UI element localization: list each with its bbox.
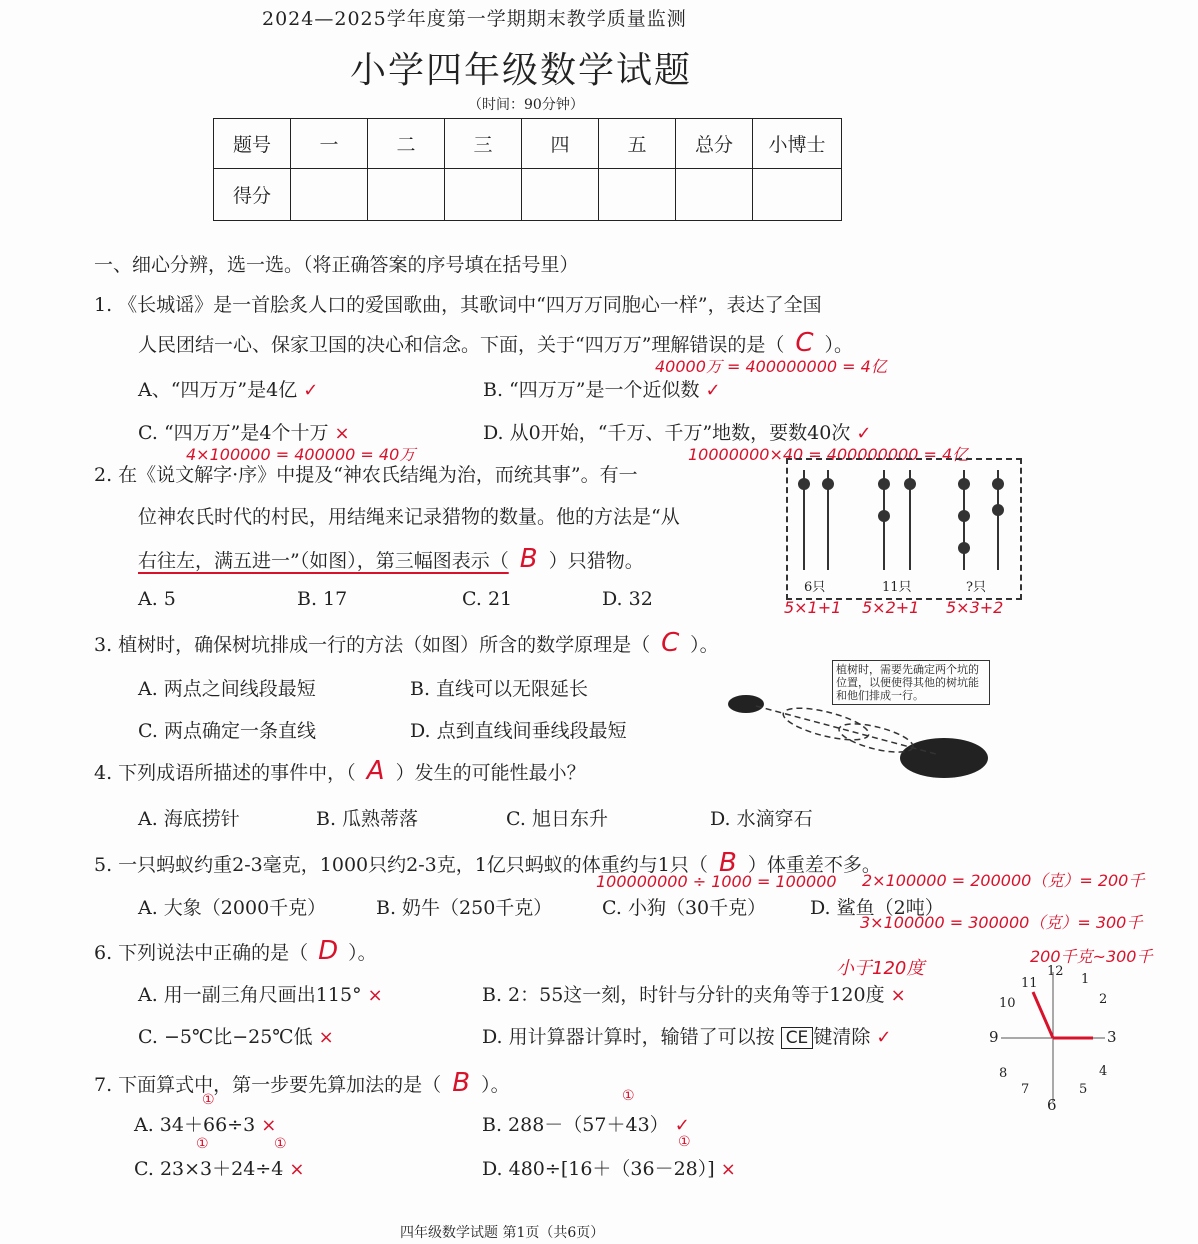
score-header-cell: 总分 [676, 119, 753, 169]
clock-hands [985, 962, 1123, 1112]
q4-text: 4. 下列成语所描述的事件中，（ A ）发生的可能性最小？ [94, 756, 586, 786]
q2-option-a: A. 5 [138, 588, 176, 610]
q2-text-line3: 右往左，满五进一”（如图），第三幅图表示（ B ）只猎物。 [138, 544, 644, 574]
q3-option-d: D. 点到直线间垂线段最短 [410, 720, 627, 742]
q2-text-line2: 位神农氏时代的村民，用结绳来记录猎物的数量。他的方法是“从 [138, 506, 680, 528]
score-header-cell: 五 [599, 119, 676, 169]
check-mark: ✓ [705, 380, 721, 401]
q3-option-b: B. 直线可以无限延长 [410, 678, 589, 700]
clock-sketch [985, 962, 1123, 1112]
clock-num-4: 4 [1099, 1064, 1108, 1079]
q1-option-b: B. “四万万”是一个近似数 ✓ [483, 379, 721, 401]
q5-option-a: A. 大象（2000千克） [138, 897, 327, 919]
score-cell [522, 169, 599, 221]
score-table [213, 118, 842, 221]
q5-hand-3: 3×100000 = 300000（克）= 300千 [860, 913, 1143, 932]
clock-num-11: 11 [1021, 976, 1038, 991]
q3-option-a: A. 两点之间线段最短 [138, 678, 316, 700]
cross-mark: × [720, 1159, 736, 1180]
q1-hand-c: 4×100000 = 400000 = 40万 [186, 445, 416, 464]
q2-answer: B [519, 544, 538, 574]
q1-hand-note: 40000万 = 400000000 = 4亿 [655, 357, 887, 376]
q6-option-a: A. 用一副三角尺画出115° × [138, 984, 383, 1006]
q2-text-line1: 2. 在《说文解字·序》中提及“神农氏结绳为治，而统其事”。有一 [94, 464, 638, 486]
q5-text: 5. 一只蚂蚁约重2-3毫克，1000只约2-3克，1亿只蚂蚁的体重约与1只（ B ）体重差不多。 [94, 848, 881, 878]
cross-mark: × [890, 985, 906, 1006]
q7-text: 7. 下面算式中，第一步要先算加法的是（ B ）。 [94, 1068, 510, 1098]
step-mark: ① [202, 1092, 215, 1108]
q2-option-b: B. 17 [297, 588, 348, 610]
q5-hand-1: 100000000 ÷ 1000 = 100000 [596, 872, 837, 891]
q4-option-d: D. 水滴穿石 [710, 808, 813, 830]
clock-num-9: 9 [989, 1028, 999, 1046]
score-cell [445, 169, 522, 221]
clock-num-1: 1 [1081, 972, 1090, 987]
step-mark: ① [274, 1136, 287, 1152]
q2-option-c: C. 21 [462, 588, 513, 610]
check-mark: ✓ [674, 1115, 690, 1136]
q3-answer: C [661, 628, 680, 658]
clock-num-2: 2 [1099, 992, 1108, 1007]
score-cell [753, 169, 842, 221]
check-mark: ✓ [303, 380, 319, 401]
cross-mark: × [289, 1159, 305, 1180]
score-header-cell: 四 [522, 119, 599, 169]
fig-label-2: 11只 [882, 580, 912, 595]
page-title: 小学四年级数学试题 [350, 50, 693, 91]
step-mark: ① [678, 1134, 691, 1150]
q7-answer: B [452, 1068, 471, 1098]
section-heading: 一、细心分辨，选一选。（将正确答案的序号填在括号里） [94, 254, 579, 276]
fig-label-3: ?只 [966, 580, 986, 595]
q1-text-line2: 人民团结一心、保家卫国的决心和信念。下面，关于“四万万”理解错误的是（ C ）。 [138, 328, 853, 358]
q5-hand-2: 2×100000 = 200000（克）= 200千 [862, 871, 1145, 890]
q6-answer: D [318, 936, 339, 966]
score-cell [291, 169, 368, 221]
ce-key: CE [781, 1027, 814, 1049]
score-header-cell: 小博士 [753, 119, 842, 169]
q6-option-c: C. −5℃比−25℃低 × [138, 1026, 334, 1048]
tree-planting-note: 植树时，需要先确定两个坑的位置，以便使得其他的树坑能和他们排成一行。 [832, 660, 990, 705]
q2-option-d: D. 32 [602, 588, 653, 610]
q4-option-a: A. 海底捞针 [138, 808, 240, 830]
q6-hand-note-1: 小于120度 [836, 958, 925, 979]
exam-period: 2024—2025学年度第一学期期末教学质量监测 [262, 8, 687, 30]
step-mark: ① [196, 1136, 209, 1152]
q6-option-d: D. 用计算器计算时，输错了可以按 CE 键清除 ✓ [482, 1026, 892, 1048]
score-cell [599, 169, 676, 221]
q4-answer: A [366, 756, 385, 786]
q5-option-c: C. 小狗（30千克） [602, 897, 767, 919]
q7-option-b: B. 288－（57＋43） ✓ [482, 1114, 690, 1136]
q5-answer: B [718, 848, 737, 878]
cross-mark: × [318, 1027, 334, 1048]
q1-option-a: A、“四万万”是4亿 ✓ [138, 379, 319, 401]
score-header-cell: 题号 [214, 119, 291, 169]
score-header-cell: 一 [291, 119, 368, 169]
score-row-label: 得分 [214, 169, 291, 221]
clock-num-6: 6 [1047, 1096, 1057, 1114]
tree-pit-figure [716, 680, 996, 790]
q7-option-d: D. 480÷[16＋（36－28）] × [482, 1158, 736, 1180]
q1-answer: C [795, 328, 814, 358]
hand-formula-2: 5×2+1 [862, 598, 920, 617]
q1-text-line1: 1. 《长城谣》是一首脍炙人口的爱国歌曲，其歌词中“四万万同胞心一样”，表达了全国 [94, 294, 822, 316]
q3-option-c: C. 两点确定一条直线 [138, 720, 316, 742]
q5-option-d: D. 鲨鱼（2吨） [810, 897, 944, 919]
hand-formula-3: 5×3+2 [946, 598, 1004, 617]
q1-option-c: C. “四万万”是4个十万 × [138, 422, 350, 444]
q1-option-d: D. 从0开始，“千万、千万”地数，要数40次 ✓ [483, 422, 872, 444]
q6-option-b: B. 2：55这一刻，时针与分针的夹角等于120度 × [482, 984, 906, 1006]
page-footer: 四年级数学试题 第1页（共6页） [400, 1225, 605, 1241]
cross-mark: × [334, 423, 350, 444]
exam-time: （时间：90分钟） [468, 97, 584, 113]
clock-num-12: 12 [1047, 964, 1064, 979]
check-mark: ✓ [876, 1027, 892, 1048]
q6-text: 6. 下列说法中正确的是（ D ）。 [94, 936, 377, 966]
q5-option-b: B. 奶牛（250千克） [376, 897, 553, 919]
cross-mark: × [261, 1115, 277, 1136]
q7-option-a: A. 34＋66÷3 × [134, 1114, 277, 1136]
hand-formula-1: 5×1+1 [784, 598, 842, 617]
step-mark: ① [622, 1088, 635, 1104]
check-mark: ✓ [856, 423, 872, 444]
cross-mark: × [367, 985, 383, 1006]
clock-num-8: 8 [999, 1066, 1008, 1081]
clock-num-7: 7 [1021, 1082, 1030, 1097]
score-header-cell: 二 [368, 119, 445, 169]
clock-num-10: 10 [999, 996, 1016, 1011]
q7-option-c: C. 23×3＋24÷4 × [134, 1158, 305, 1180]
score-cell [676, 169, 753, 221]
clock-num-3: 3 [1107, 1028, 1117, 1046]
score-header-cell: 三 [445, 119, 522, 169]
q4-option-c: C. 旭日东升 [506, 808, 608, 830]
score-cell [368, 169, 445, 221]
clock-num-5: 5 [1079, 1082, 1088, 1097]
fig-label-1: 6只 [804, 580, 826, 595]
q1-hand-d: 10000000×40 = 400000000 = 4亿 [688, 445, 969, 464]
q3-text: 3. 植树时，确保树坑排成一行的方法（如图）所含的数学原理是（ C ）。 [94, 628, 719, 658]
q6-hand-note-2: 200千克~300千 [1030, 947, 1153, 966]
q4-option-b: B. 瓜熟蒂落 [316, 808, 419, 830]
